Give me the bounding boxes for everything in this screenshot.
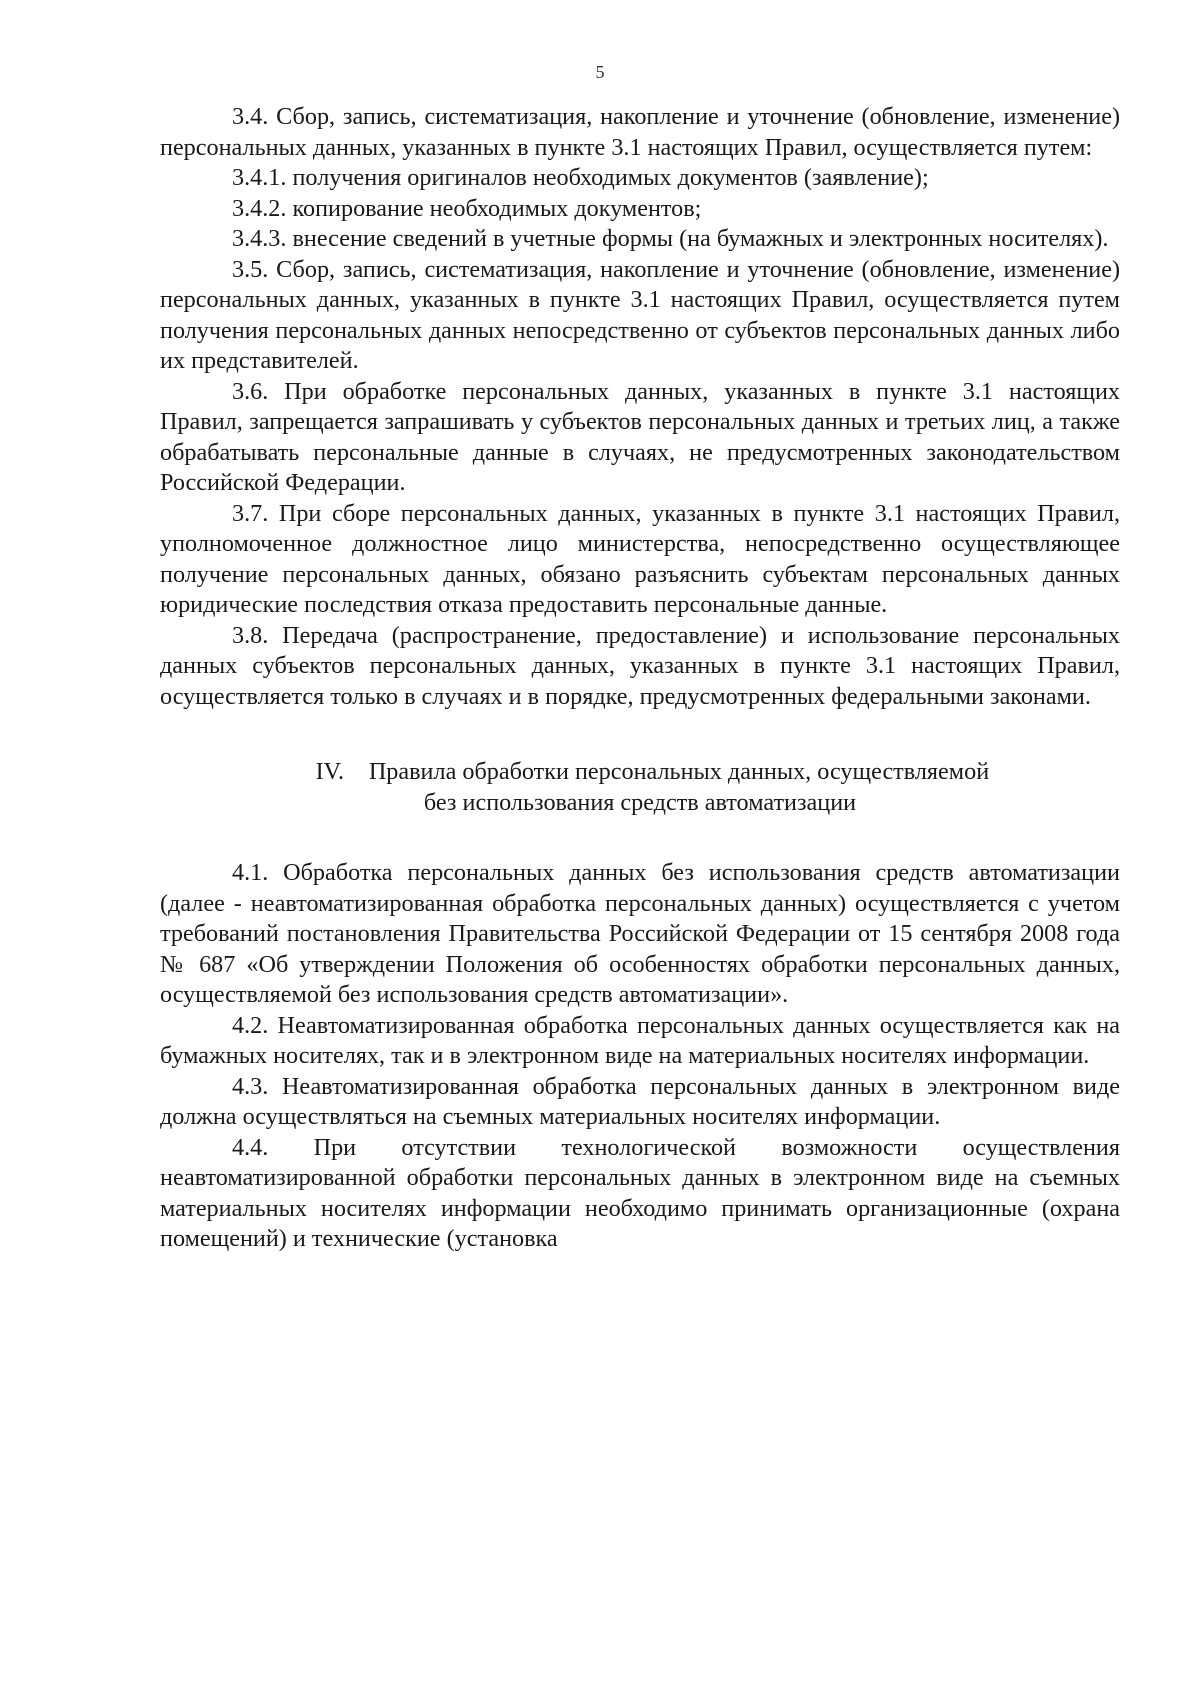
paragraph-3-4-1: 3.4.1. получения оригиналов необходимых документов (заявление); [232,164,929,191]
paragraph-3-4-3: 3.4.3. внесение сведений в учетные формы (на бумажных и электронных носителях). [232,225,1109,252]
section-title-line2: без использования средств автоматизации [423,789,857,816]
section-title-line1: Правила обработки персональных данных, осуществляемой [368,758,990,785]
section-heading [160,756,1120,818]
document-body [160,102,1120,1255]
section-number: IV. [315,758,345,785]
paragraph-3-6: 3.6. При обработке персональных данных, указанных в пункте 3.1 настоящих Правил, запрещается запрашивать у субъектов персональных данных и третьих лиц, а также обрабатывать персональные данные в случаях, не предусмотренных законодательством Российской Федерации. [160,377,1120,496]
paragraph-3-4-2: 3.4.2. копирование необходимых документов; [232,194,702,222]
paragraph-3-4: 3.4. Сбор, запись, систематизация, накопление и уточнение (обновление, изменение) персональных данных, указанных в пункте 3.1 настоящих Правил, осуществляется путем: [160,103,1120,161]
paragraph-4-2: 4.2. Неавтоматизированная обработка персональных данных осуществляется как на бумажных носителях, так и в электронном виде на материальных носителях информации. [160,1011,1120,1069]
page-number: 5 [595,62,605,82]
paragraph-4-1: 4.1. Обработка персональных данных без использования средств автоматизации (далее - неавтоматизированная обработка персональных данных) осуществляется с учетом требований постановления Правительства Российской Федерации от 15 сентября 2008 года № 687 «Об утверждении Положения об особенностях обработки персональных данных, осуществляемой без использования средств автоматизации». [160,859,1120,1008]
paragraph-4-3: 4.3. Неавтоматизированная обработка персональных данных в электронном виде должна осуществляться на съемных материальных носителях информации. [160,1072,1120,1130]
paragraph-4-4: 4.4. При отсутствии технологической возможности осуществления неавтоматизированной обработки персональных данных в электронном виде на съемных материальных носителях информации необходимо принимать организационные (охрана помещений) и технические (установка [160,1133,1120,1252]
paragraph-3-5: 3.5. Сбор, запись, систематизация, накопление и уточнение (обновление, изменение) персональных данных, указанных в пункте 3.1 настоящих Правил, осуществляется путем получения персональных данных непосредственно от субъектов персональных данных либо их представителей. [160,255,1120,374]
paragraph-3-7: 3.7. При сборе персональных данных, указанных в пункте 3.1 настоящих Правил, уполномоченное должностное лицо министерства, непосредственно осуществляющее получение персональных данных, обязано разъяснить субъектам персональных данных юридические последствия отказа предоставить персональные данные. [160,499,1120,618]
paragraph-3-8: 3.8. Передача (распространение, предоставление) и использование персональных данных субъектов персональных данных, указанных в пункте 3.1 настоящих Правил, осуществляется только в случаях и в порядке, предусмотренных федеральными законами. [160,621,1120,710]
